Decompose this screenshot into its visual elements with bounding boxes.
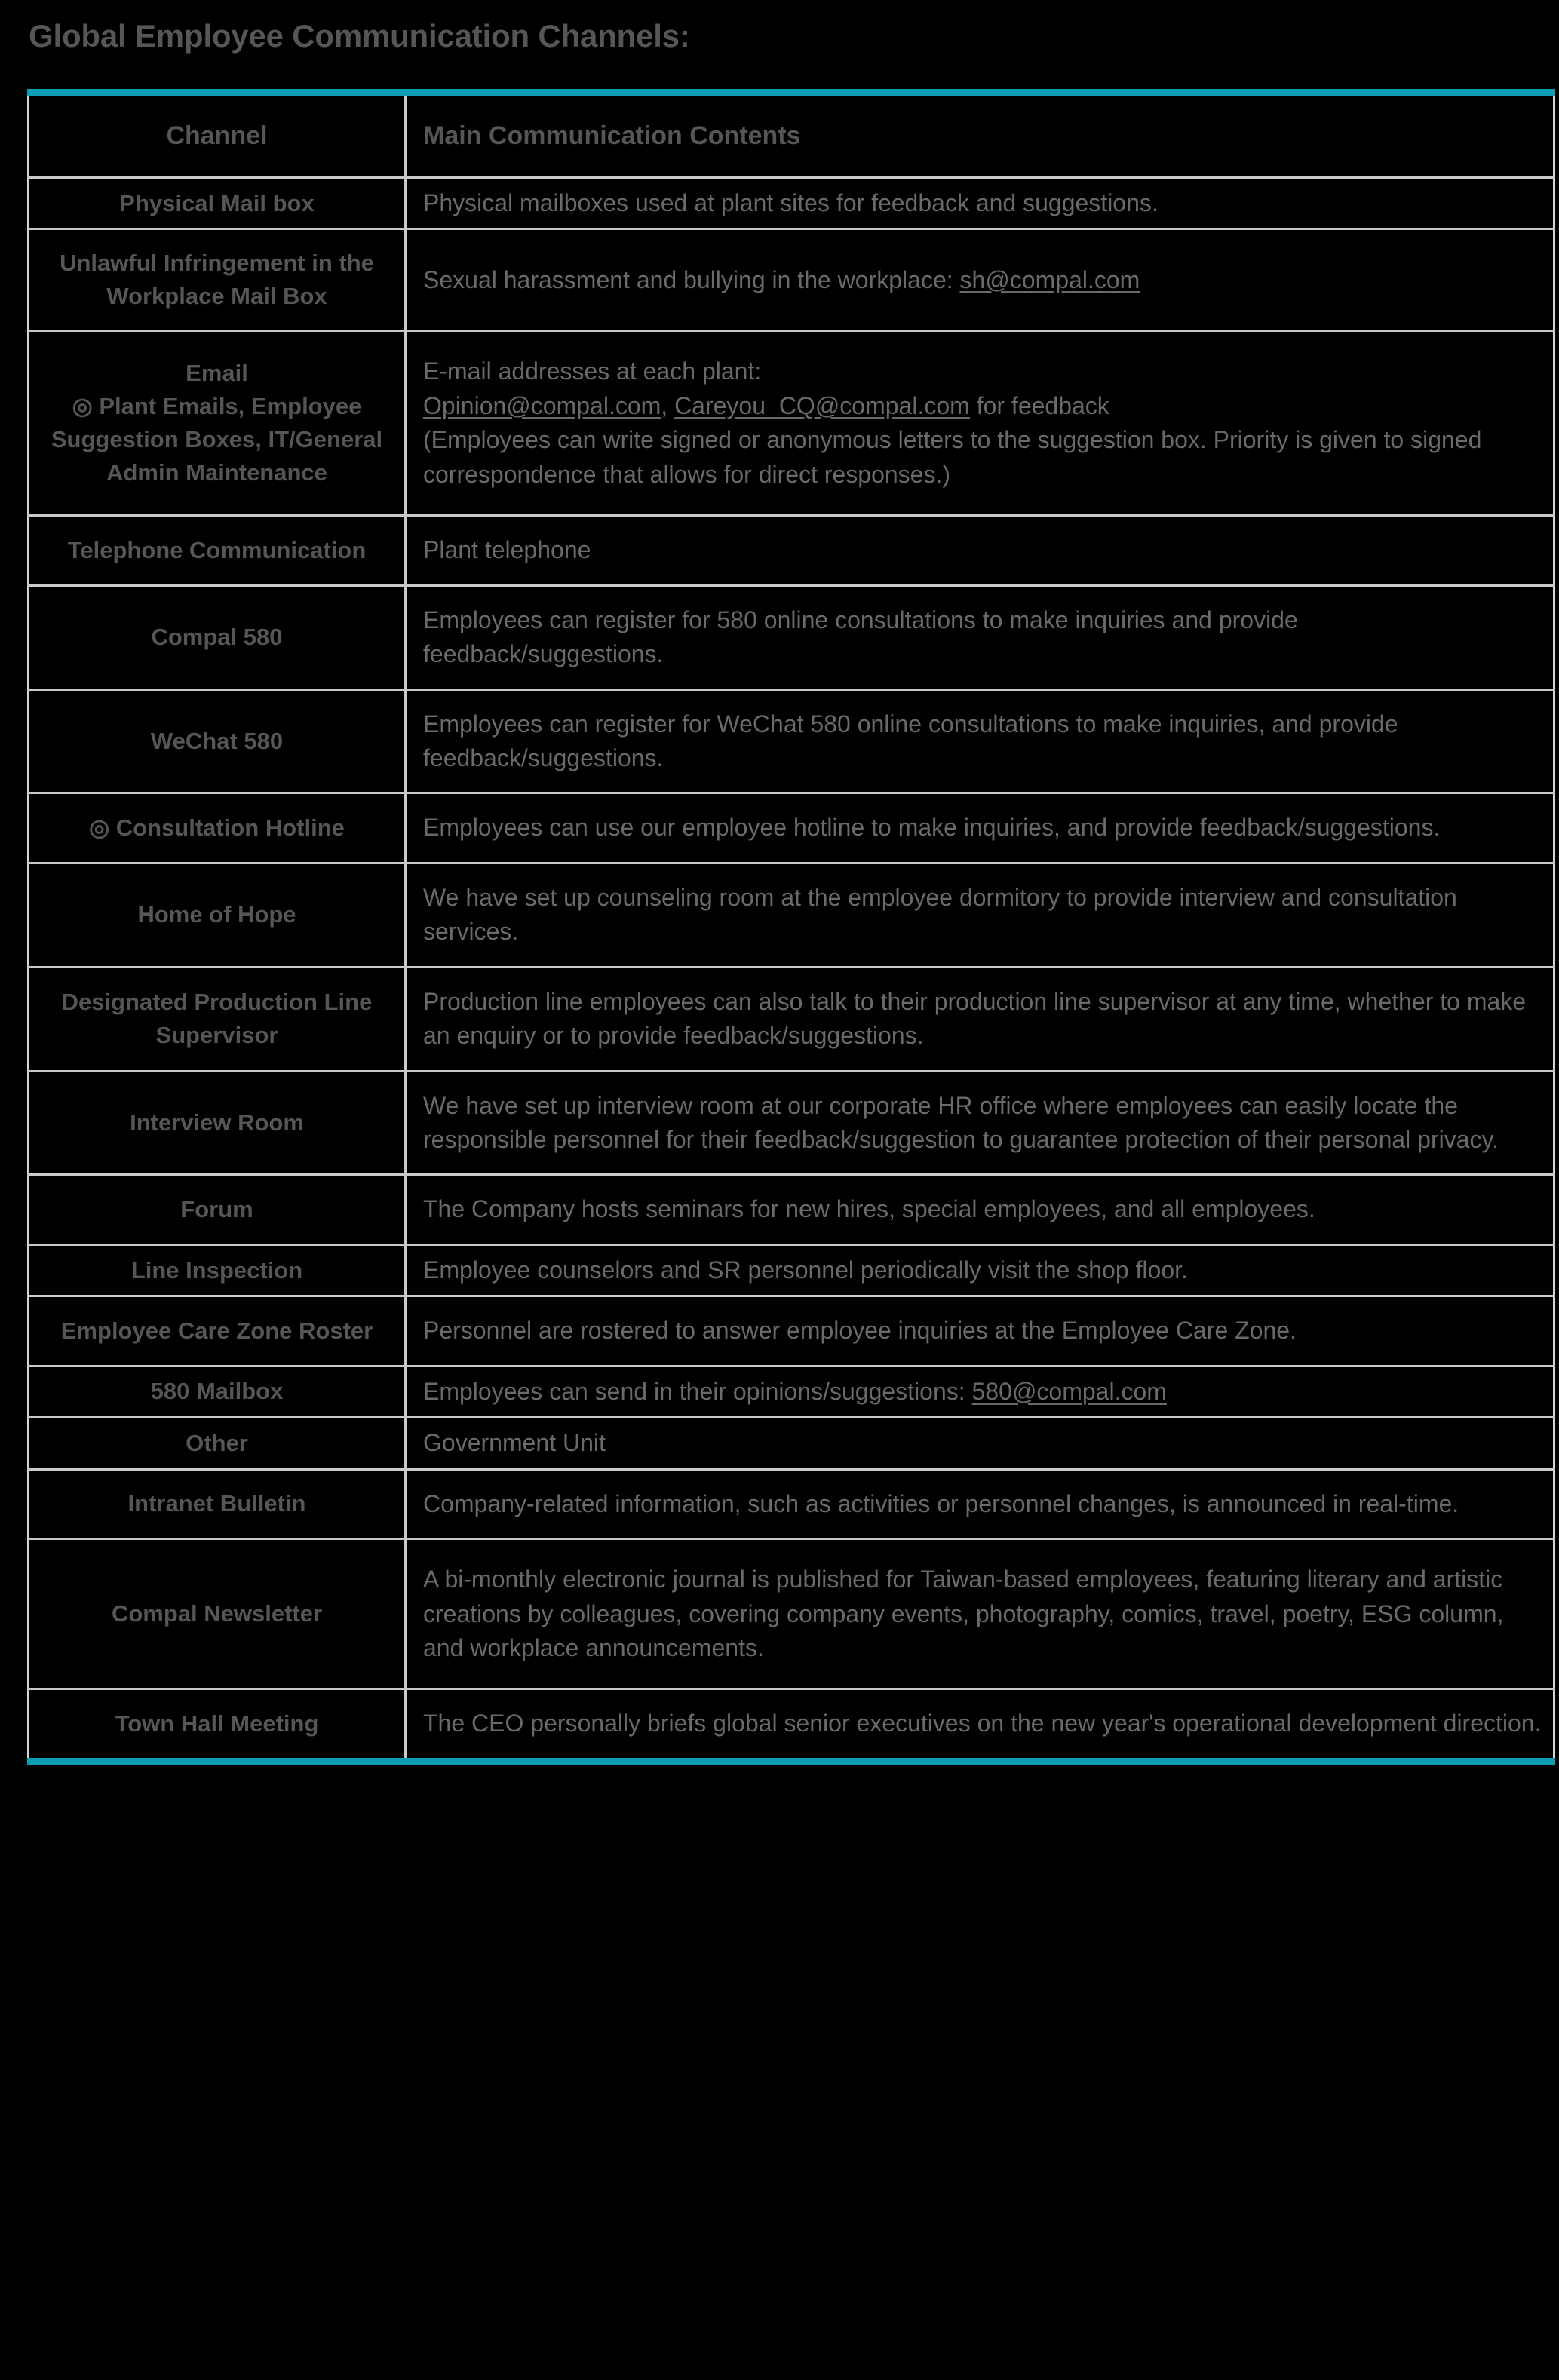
cell-channel [29,1071,406,1175]
table-row [29,331,1554,516]
channel-label: ◎ Consultation Hotline [89,814,345,842]
table-body [29,178,1554,1762]
email-link[interactable]: sh@compal.com [959,265,1140,293]
cell-contents [406,178,1554,229]
cell-contents [406,1175,1554,1244]
cell-contents [406,1418,1554,1469]
channel-label: Interview Room [130,1109,304,1136]
cell-contents [406,1071,1554,1175]
channel-label: Forum [180,1196,253,1223]
table-row [29,1296,1554,1366]
cell-channel [29,229,406,331]
cell-contents [406,1244,1554,1296]
table-row [29,1071,1554,1175]
table-row [29,1244,1554,1296]
cell-channel [29,863,406,967]
contents-text: Employees can send in their opinions/suggestions: 580@compal.com [423,1377,1167,1405]
table-row [29,585,1554,689]
cell-channel [29,1418,406,1469]
contents-text: The Company hosts seminars for new hires, special employees, and all employees. [423,1195,1315,1223]
email-link[interactable]: Careyou_CQ@compal.com [674,391,970,419]
cell-channel [29,516,406,585]
channel-label: Line Inspection [130,1256,303,1284]
cell-channel [29,178,406,229]
page-title: Global Employee Communication Channels: [29,18,690,54]
cell-channel [29,1244,406,1296]
channel-label: Compal Newsletter [111,1600,323,1627]
contents-text: Employees can register for WeChat 580 online consultations to make inquiries, and provide feedback/suggestions. [423,710,1398,771]
cell-contents [406,331,1554,516]
cell-channel [29,1689,406,1761]
channel-label: 580 Mailbox [150,1378,284,1405]
contents-text: A bi-monthly electronic journal is published for Taiwan-based employees, featuring literary and artistic creations by colleagues, covering company events, photography, comics, travel, poetry, ESG column, and workplace announcements. [423,1566,1504,1661]
contents-text: Employees can register for 580 online consultations to make inquiries and provide feedback/suggestions. [423,606,1298,668]
contents-text: Physical mailboxes used at plant sites for feedback and suggestions. [423,189,1159,216]
contents-paragraph: E-mail addresses at each plant: [423,357,762,385]
column-header-contents: Main Communication Contents [406,93,1554,178]
cell-contents [406,863,1554,967]
channel-label: Telephone Communication [67,536,367,563]
contents-text: Sexual harassment and bullying in the workplace: sh@compal.com [423,265,1140,293]
channel-label-secondary: ◎ Plant Emails, Employee Suggestion Boxes, IT/General Admin Maintenance [51,393,383,486]
cell-channel [29,793,406,863]
channel-label: Physical Mail box [119,189,315,216]
cell-channel [29,1175,406,1244]
cell-contents [406,1539,1554,1689]
table-row [29,793,1554,863]
communication-channels-table-wrap [27,89,1555,1765]
cell-contents [406,1366,1554,1417]
table-row [29,229,1554,331]
cell-contents [406,689,1554,793]
contents-text: Employees can use our employee hotline to make inquiries, and provide feedback/suggestions. [423,814,1441,842]
cell-channel [29,1296,406,1366]
contents-text: Company-related information, such as activities or personnel changes, is announced in real-time. [423,1489,1459,1517]
cell-channel [29,689,406,793]
table-row [29,1689,1554,1761]
contents-text: Personnel are rostered to answer employee inquiries at the Employee Care Zone. [423,1317,1297,1345]
cell-contents [406,516,1554,585]
cell-contents [406,585,1554,689]
contents-text: Production line employees can also talk to their production line supervisor at any time, whether to make an enquiry or to provide feedback/suggestions. [423,987,1527,1050]
contents-text: The CEO personally briefs global senior executives on the new year's operational development direction. [423,1710,1542,1737]
contents-text: Government Unit [423,1429,606,1457]
cell-channel [29,331,406,516]
cell-channel [29,1469,406,1538]
table-row [29,689,1554,793]
channel-label: WeChat 580 [150,727,284,754]
cell-channel [29,967,406,1071]
table-row [29,1469,1554,1538]
cell-channel [29,1539,406,1689]
channel-label: Designated Production Line Supervisor [61,989,373,1049]
channel-label: Home of Hope [137,901,296,928]
table-header-row [29,93,1554,178]
communication-channels-table [27,89,1555,1765]
channel-label: Other [186,1429,248,1456]
cell-contents [406,793,1554,863]
table-row [29,863,1554,967]
table-row [29,178,1554,229]
contents-text: We have set up counseling room at the employee dormitory to provide interview and consultation services. [423,883,1457,946]
channel-label: Intranet Bulletin [127,1490,306,1517]
cell-contents [406,1296,1554,1366]
contents-text: Employee counselors and SR personnel periodically visit the shop floor. [423,1256,1188,1284]
table-row [29,516,1554,585]
table-row [29,1418,1554,1469]
channel-label: Town Hall Meeting [115,1710,319,1737]
cell-contents [406,229,1554,331]
channel-label: Employee Care Zone Roster [60,1317,373,1345]
contents-paragraph: (Employees can write signed or anonymous letters to the suggestion box. Priority is given to signed correspondence that allows for direct responses.) [423,426,1482,488]
cell-contents [406,1689,1554,1761]
table-row [29,1539,1554,1689]
email-link[interactable]: Opinion@compal.com [423,391,661,419]
contents-text: Plant telephone [423,536,591,564]
email-link[interactable]: 580@compal.com [971,1377,1167,1405]
table-row [29,1175,1554,1244]
table-row [29,1366,1554,1417]
channel-label-primary: Email [186,360,248,387]
contents-text: We have set up interview room at our corporate HR office where employees can easily locate the responsible personnel for their feedback/suggestion to guarantee protection of their personal privacy. [423,1091,1499,1154]
channel-label: Compal 580 [151,624,283,651]
table-header [29,93,1554,178]
cell-channel [29,1366,406,1417]
cell-contents [406,967,1554,1071]
cell-contents [406,1469,1554,1538]
column-header-channel: Channel [29,93,406,178]
table-row [29,967,1554,1071]
channel-label: Unlawful Infringement in the Workplace Mail Box [60,250,374,310]
cell-channel [29,585,406,689]
contents-paragraph: Opinion@compal.com, Careyou_CQ@compal.com for feedback [423,391,1109,419]
